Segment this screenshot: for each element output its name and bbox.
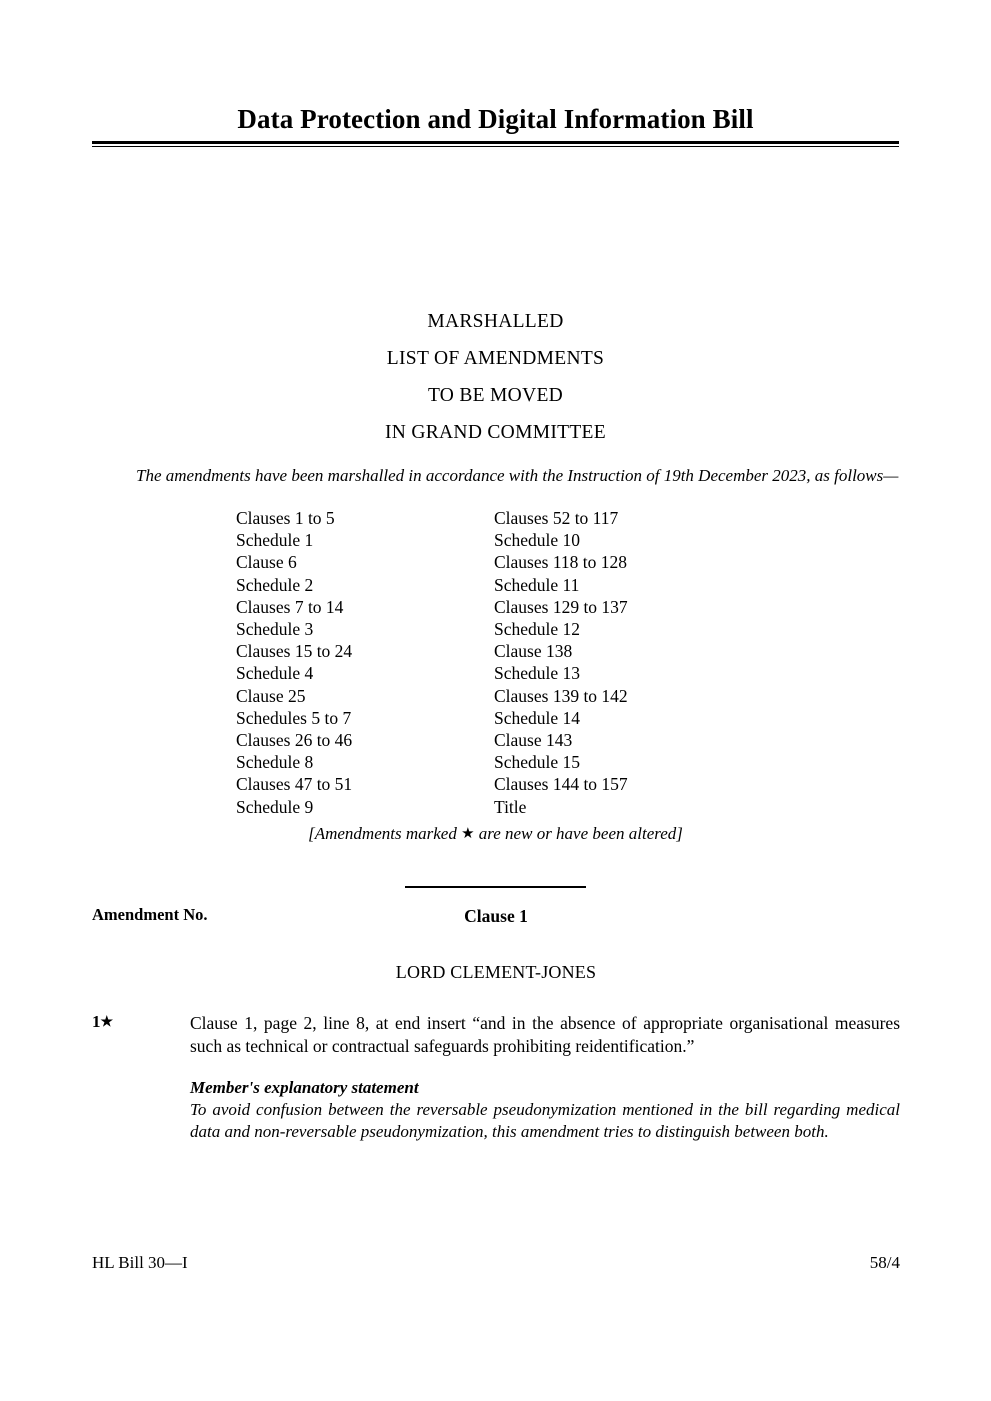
clause-row [236, 551, 796, 573]
star-legend-note [0, 824, 991, 844]
title-rule-thin [92, 146, 899, 147]
amendment-entry [92, 1012, 900, 1143]
clause-entry-left: Schedule 1 [236, 530, 314, 551]
clause-entry-left: Clause 6 [236, 552, 297, 573]
clause-entry-right: Title [494, 796, 527, 817]
marshalled-heading-block [0, 303, 991, 451]
clause-row [236, 640, 796, 662]
clause-entry-left: Clauses 1 to 5 [236, 508, 335, 528]
amendment-number-marker [92, 1012, 182, 1032]
clause-entry-left: Schedules 5 to 7 [236, 707, 352, 728]
section-divider [405, 886, 586, 888]
clause-entry-left: Schedule 9 [236, 796, 314, 817]
page-footer [92, 1253, 900, 1273]
clause-entry-right: Clauses 139 to 142 [494, 685, 628, 706]
clause-entry-right: Clauses 52 to 117 [494, 508, 619, 528]
clause-entry-right: Schedule 10 [494, 530, 581, 551]
title-divider [92, 141, 899, 147]
clause-entry-right: Clauses 144 to 157 [494, 774, 628, 795]
clause-row [236, 596, 796, 618]
clause-row [236, 529, 796, 551]
clause-entry-right: Schedule 15 [494, 752, 581, 773]
clause-row [236, 773, 796, 795]
clause-row [236, 707, 796, 729]
amendment-number: 1 [92, 1012, 101, 1031]
star-note-prefix: [Amendments marked [308, 824, 462, 843]
clause-entry-right: Schedule 11 [494, 574, 580, 595]
clause-entry-right: Clauses 118 to 128 [494, 552, 628, 573]
clause-entry-left: Schedule 4 [236, 663, 314, 684]
amendment-text: Clause 1, page 2, line 8, at end insert “and in the absence of appropriate organisational measures such as technical or contractual safeguards prohibiting reidentification.” [190, 1013, 900, 1056]
explanatory-statement-text: To avoid confusion between the reversable pseudonymization mentioned in the bill regarding medical data and non-reversable pseudonymization, this amendment tries to distinguish between both. [190, 1100, 900, 1141]
clause-entry-left: Schedule 3 [236, 619, 314, 640]
star-note-suffix: are new or have been altered] [474, 824, 683, 843]
clause-row [236, 796, 796, 818]
clause-list [236, 507, 796, 818]
clause-entry-right: Clauses 129 to 137 [494, 596, 628, 617]
clause-entry-left: Schedule 2 [236, 574, 314, 595]
amendment-no-column-header: Amendment No. [92, 905, 208, 924]
clause-row [236, 618, 796, 640]
heading-line-list-of-amendments: LIST OF AMENDMENTS [386, 348, 605, 369]
heading-line-in-grand-committee: IN GRAND COMMITTEE [385, 422, 606, 443]
footer-bill-reference: HL Bill 30—I [92, 1253, 188, 1272]
clause-entry-right: Schedule 13 [494, 663, 581, 684]
member-name-heading: LORD CLEMENT-JONES [395, 962, 597, 982]
clause-entry-right: Clause 138 [494, 641, 573, 662]
clause-row [236, 685, 796, 707]
clause-row [236, 662, 796, 684]
clause-entry-right: Schedule 14 [494, 707, 581, 728]
clause-entry-right: Schedule 12 [494, 619, 581, 640]
explanatory-statement-heading: Member's explanatory statement [190, 1078, 419, 1097]
star-icon: ★ [100, 1015, 114, 1030]
clause-entry-left: Schedule 8 [236, 752, 314, 773]
heading-line-marshalled: MARSHALLED [427, 311, 564, 332]
clause-entry-left: Clause 25 [236, 685, 306, 706]
clause-entry-left: Clauses 47 to 51 [236, 774, 353, 795]
amendment-body [190, 1012, 900, 1143]
star-icon: ★ [461, 826, 475, 842]
clause-row [236, 729, 796, 751]
clause-entry-left: Clauses 15 to 24 [236, 641, 353, 662]
clause-row [236, 751, 796, 773]
clause-row [236, 507, 796, 529]
clause-section-heading: Clause 1 [464, 906, 528, 926]
clause-entry-right: Clause 143 [494, 730, 573, 751]
explanatory-statement [190, 1077, 900, 1143]
page-title: Data Protection and Digital Information Bill [237, 104, 754, 134]
clause-entry-left: Clauses 7 to 14 [236, 596, 344, 617]
footer-page-number: 58/4 [869, 1253, 900, 1272]
clause-entry-left: Clauses 26 to 46 [236, 730, 353, 751]
clause-row [236, 574, 796, 596]
instruction-paragraph: The amendments have been marshalled in accordance with the Instruction of 19th December 2023, as follows— [136, 466, 899, 485]
heading-line-to-be-moved: TO BE MOVED [427, 385, 564, 406]
